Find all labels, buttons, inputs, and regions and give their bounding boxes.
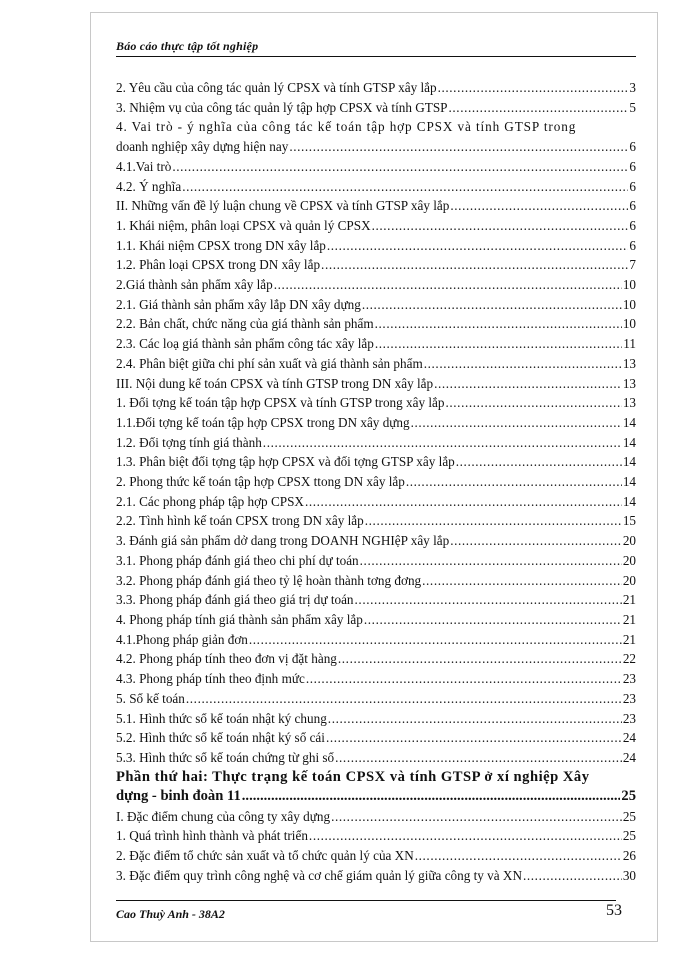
toc-entry bbox=[116, 177, 636, 197]
page-number: 53 bbox=[606, 902, 622, 919]
toc-entry-title: I. Đặc điểm chung của công ty xây dựng bbox=[116, 808, 331, 824]
toc-leader-dots bbox=[328, 709, 622, 729]
toc-entry-title: 5.3. Hình thức sổ kế toán chứng từ ghi sổ bbox=[116, 749, 335, 765]
toc-entry-title: 4. Phong pháp tính giá thành sản phẩm xây lắp bbox=[116, 611, 363, 627]
toc-entry-page: 25 bbox=[621, 788, 636, 805]
toc-entry-title: 4.3. Phong pháp tính theo định mức bbox=[116, 671, 305, 687]
toc-entry-page: 6 bbox=[629, 178, 636, 194]
toc-entry-title: 1.3. Phân biệt đối tợng tập hợp CPSX và đối tợng GTSP xây lắp bbox=[116, 454, 455, 470]
toc-entry-page: 13 bbox=[622, 375, 636, 391]
toc-entry-title: dựng - binh đoàn 11 bbox=[116, 788, 241, 805]
toc-entry-title: 5.1. Hình thức sổ kế toán nhật ký chung bbox=[116, 710, 327, 726]
toc-entry bbox=[116, 807, 636, 827]
toc-leader-dots bbox=[327, 236, 629, 256]
toc-leader-dots bbox=[406, 472, 622, 492]
toc-entry bbox=[116, 78, 636, 98]
toc-entry bbox=[116, 531, 636, 551]
toc-entry-title: 3.3. Phong pháp đánh giá theo giá trị dự toán bbox=[116, 592, 354, 608]
toc-entry bbox=[116, 295, 636, 315]
toc-entry bbox=[116, 314, 636, 334]
toc-entry bbox=[116, 571, 636, 591]
toc-entry bbox=[116, 492, 636, 512]
toc-leader-dots bbox=[375, 334, 622, 354]
toc-leader-dots bbox=[360, 551, 622, 571]
toc-leader-dots bbox=[424, 354, 622, 374]
toc-entry bbox=[116, 433, 636, 453]
toc-entry-title: 2.1. Giá thành sản phẩm xây lắp DN xây dựng bbox=[116, 296, 361, 312]
toc-entry-title: 4.1.Phong pháp giản đơn bbox=[116, 631, 248, 647]
toc-entry-title: 5. Sổ kế toán bbox=[116, 690, 185, 706]
toc-entry bbox=[116, 374, 636, 394]
toc-entry-page: 23 bbox=[622, 671, 636, 687]
toc-entry-title: 2.2. Tình hình kế toán CPSX trong DN xây lắp bbox=[116, 513, 364, 529]
toc-leader-dots bbox=[372, 216, 629, 236]
toc-entry-page: 21 bbox=[622, 631, 636, 647]
toc-entry-page: 14 bbox=[622, 493, 636, 509]
toc-entry-title: 2. Yêu cầu của công tác quản lý CPSX và tính GTSP xây lắp bbox=[116, 80, 437, 95]
toc-entry bbox=[116, 768, 636, 807]
toc-entry-title-line1: Phần thứ hai: Thực trạng kế toán CPSX và tính GTSP ở xí nghiệp Xây bbox=[116, 768, 590, 785]
toc-entry-title: 2.Giá thành sản phẩm xây lắp bbox=[116, 277, 273, 293]
toc-leader-dots bbox=[335, 748, 622, 768]
toc-entry bbox=[116, 649, 636, 669]
toc-entry-page: 25 bbox=[622, 828, 636, 844]
page-header bbox=[116, 34, 636, 57]
toc-entry bbox=[116, 157, 636, 177]
toc-entry-page: 20 bbox=[622, 533, 636, 549]
toc-entry-page: 23 bbox=[622, 710, 636, 726]
toc-entry-title: 1.2. Phân loại CPSX trong DN xây lắp bbox=[116, 257, 321, 273]
toc-entry bbox=[116, 826, 636, 846]
footer-author: Cao Thuỳ Anh - 38A2 bbox=[116, 907, 225, 921]
toc-entry bbox=[116, 196, 636, 216]
toc-entry-page: 10 bbox=[622, 277, 636, 293]
toc-entry-title: III. Nội dung kế toán CPSX và tính GTSP trong DN xây lắp bbox=[116, 375, 434, 391]
toc-leader-dots bbox=[422, 571, 622, 591]
toc-entry bbox=[116, 393, 636, 413]
toc-entry-title: 1. Khái niệm, phân loại CPSX và quản lý CPSX bbox=[116, 217, 371, 233]
toc-entry-page: 21 bbox=[622, 611, 636, 627]
toc-entry-page: 6 bbox=[629, 217, 636, 233]
toc-entry bbox=[116, 511, 636, 531]
toc-leader-dots bbox=[309, 826, 622, 846]
toc-entry-page: 23 bbox=[622, 690, 636, 706]
toc-entry-title: 3.1. Phong pháp đánh giá theo chi phí dự toán bbox=[116, 552, 359, 568]
toc-entry-title: 1. Quá trình hình thành và phát triển bbox=[116, 828, 308, 844]
toc-entry-title: 3. Nhiệm vụ của công tác quản lý tập hợp CPSX và tính GTSP bbox=[116, 99, 448, 115]
toc-leader-dots bbox=[182, 177, 628, 197]
toc-leader-dots bbox=[438, 78, 629, 98]
toc-entry-title: 5.2. Hình thức sổ kế toán nhật ký sổ cái bbox=[116, 730, 325, 746]
toc-leader-dots bbox=[450, 196, 628, 216]
toc-entry-page: 24 bbox=[622, 749, 636, 765]
toc-leader-dots bbox=[249, 630, 622, 650]
table-of-contents bbox=[116, 78, 636, 885]
toc-entry bbox=[116, 610, 636, 630]
toc-entry bbox=[116, 236, 636, 256]
toc-entry-page: 6 bbox=[629, 198, 636, 214]
toc-leader-dots bbox=[172, 157, 628, 177]
toc-entry-page: 20 bbox=[622, 552, 636, 568]
toc-leader-dots bbox=[445, 393, 621, 413]
toc-entry bbox=[116, 98, 636, 118]
toc-entry-title: 3. Đặc điểm quy trình công nghệ và cơ chế giám quản lý giữa công ty và XN bbox=[116, 867, 522, 883]
toc-leader-dots bbox=[456, 452, 622, 472]
toc-leader-dots bbox=[321, 255, 628, 275]
toc-entry bbox=[116, 472, 636, 492]
toc-entry-title: 1.1. Khái niệm CPSX trong DN xây lắp bbox=[116, 237, 326, 253]
toc-leader-dots bbox=[326, 728, 622, 748]
toc-entry bbox=[116, 846, 636, 866]
toc-leader-dots bbox=[450, 531, 622, 551]
toc-entry-page: 3 bbox=[629, 80, 636, 95]
toc-entry-page: 22 bbox=[622, 651, 636, 667]
toc-entry-page: 6 bbox=[629, 158, 636, 174]
toc-entry-page: 13 bbox=[622, 355, 636, 371]
toc-entry-title: 2.2. Bản chất, chức năng của giá thành sản phẩm bbox=[116, 316, 374, 332]
toc-entry-title: 3. Đánh giá sản phẩm dở dang trong DOANH NGHIệP xây lắp bbox=[116, 533, 450, 549]
toc-leader-dots bbox=[186, 689, 622, 709]
toc-leader-dots bbox=[364, 610, 622, 630]
toc-leader-dots bbox=[523, 866, 622, 886]
toc-entry-title-line1: 4. Vai trò - ý nghĩa của công tác kế toán tập hợp CPSX và tính GTSP trong bbox=[116, 119, 577, 135]
toc-leader-dots bbox=[365, 511, 622, 531]
toc-entry bbox=[116, 452, 636, 472]
toc-entry-title: 1.2. Đối tợng tính giá thành bbox=[116, 434, 262, 450]
toc-entry-title: II. Những vấn đề lý luận chung về CPSX và tính GTSP xây lắp bbox=[116, 198, 450, 214]
toc-entry-page: 30 bbox=[622, 867, 636, 883]
toc-entry-title: 2.1. Các phong pháp tập hợp CPSX bbox=[116, 493, 304, 509]
toc-entry-title: 1.1.Đối tợng kế toán tập hợp CPSX trong DN xây dựng bbox=[116, 414, 410, 430]
toc-entry-title: 2. Phong thức kế toán tập hợp CPSX ttong DN xây lắp bbox=[116, 474, 405, 490]
toc-entry bbox=[116, 117, 636, 156]
toc-entry bbox=[116, 728, 636, 748]
toc-entry-title: 2.4. Phân biệt giữa chi phí sản xuất và giá thành sản phẩm bbox=[116, 355, 423, 371]
toc-leader-dots bbox=[242, 787, 621, 807]
toc-leader-dots bbox=[263, 433, 622, 453]
toc-leader-dots bbox=[375, 314, 622, 334]
toc-entry bbox=[116, 748, 636, 768]
toc-entry bbox=[116, 689, 636, 709]
toc-entry-title: 2. Đặc điểm tổ chức sản xuất và tổ chức quản lý của XN bbox=[116, 848, 414, 864]
toc-entry bbox=[116, 334, 636, 354]
toc-entry-page: 14 bbox=[622, 414, 636, 430]
toc-leader-dots bbox=[449, 98, 629, 118]
toc-leader-dots bbox=[305, 492, 622, 512]
toc-leader-dots bbox=[434, 374, 622, 394]
toc-entry-title: 3.2. Phong pháp đánh giá theo tỷ lệ hoàn thành tơng đơng bbox=[116, 572, 422, 588]
toc-leader-dots bbox=[338, 649, 622, 669]
toc-entry-title: 2.3. Các loạ giá thành sản phẩm công tác xây lắp bbox=[116, 336, 374, 352]
toc-entry bbox=[116, 709, 636, 729]
toc-entry-page: 10 bbox=[622, 316, 636, 332]
toc-entry-title: 4.1.Vai trò bbox=[116, 158, 172, 174]
toc-entry-page: 6 bbox=[629, 139, 636, 155]
toc-leader-dots bbox=[362, 295, 622, 315]
toc-entry-page: 21 bbox=[622, 592, 636, 608]
toc-entry-page: 10 bbox=[622, 296, 636, 312]
page-footer bbox=[116, 900, 622, 921]
toc-entry-page: 11 bbox=[623, 336, 636, 352]
toc-leader-dots bbox=[331, 807, 622, 827]
toc-entry-page: 26 bbox=[622, 848, 636, 864]
toc-leader-dots bbox=[274, 275, 622, 295]
toc-leader-dots bbox=[289, 137, 628, 157]
toc-leader-dots bbox=[415, 846, 622, 866]
toc-entry-page: 14 bbox=[622, 454, 636, 470]
header-title: Báo cáo thực tập tốt nghiệp bbox=[116, 39, 259, 53]
toc-entry bbox=[116, 354, 636, 374]
toc-leader-dots bbox=[411, 413, 622, 433]
toc-entry bbox=[116, 669, 636, 689]
toc-entry-page: 15 bbox=[622, 513, 636, 529]
toc-entry-page: 6 bbox=[629, 237, 636, 253]
toc-entry bbox=[116, 413, 636, 433]
toc-entry-page: 25 bbox=[622, 808, 636, 824]
toc-entry bbox=[116, 630, 636, 650]
toc-entry-title: 1. Đối tợng kế toán tập hợp CPSX và tính GTSP trong xây lắp bbox=[116, 395, 445, 411]
toc-entry bbox=[116, 590, 636, 610]
toc-leader-dots bbox=[306, 669, 622, 689]
toc-entry-page: 13 bbox=[622, 395, 636, 411]
toc-entry-title: 4.2. Ý nghĩa bbox=[116, 178, 182, 194]
toc-entry-page: 24 bbox=[622, 730, 636, 746]
toc-entry-title: doanh nghiệp xây dựng hiện nay bbox=[116, 139, 289, 155]
toc-entry-page: 7 bbox=[629, 257, 636, 273]
toc-entry bbox=[116, 275, 636, 295]
toc-entry bbox=[116, 216, 636, 236]
toc-entry-page: 14 bbox=[622, 434, 636, 450]
toc-entry bbox=[116, 255, 636, 275]
toc-entry-page: 5 bbox=[629, 99, 636, 115]
toc-entry bbox=[116, 866, 636, 886]
toc-entry-page: 14 bbox=[622, 474, 636, 490]
toc-entry-title: 4.2. Phong pháp tính theo đơn vị đặt hàng bbox=[116, 651, 337, 667]
toc-leader-dots bbox=[355, 590, 622, 610]
toc-entry-page: 20 bbox=[622, 572, 636, 588]
toc-entry bbox=[116, 551, 636, 571]
